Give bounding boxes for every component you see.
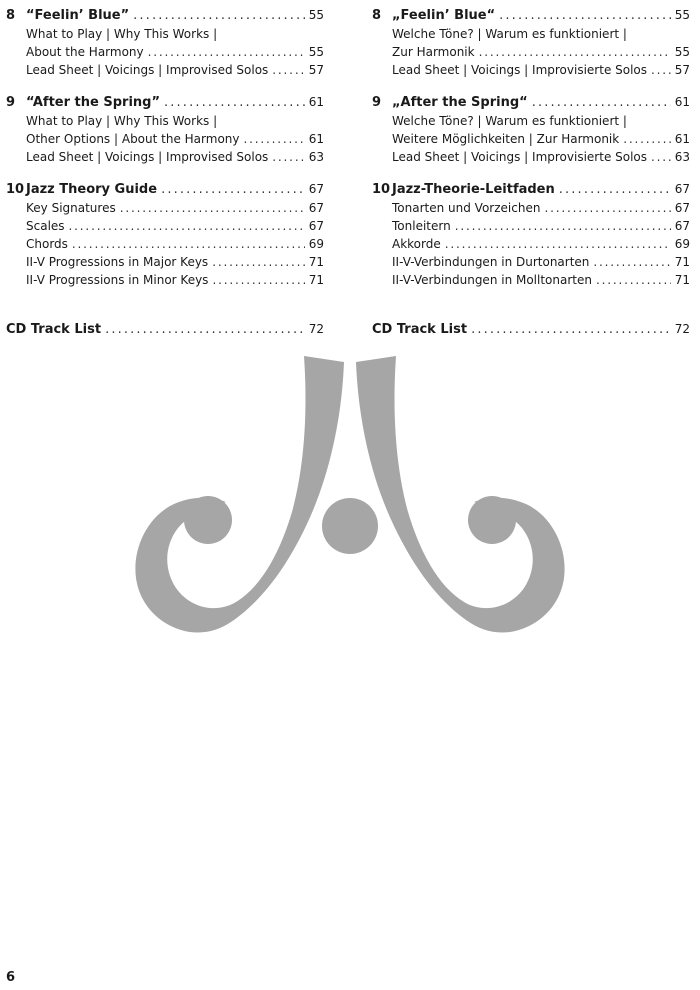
page-ref: 57 xyxy=(674,63,690,77)
dot-leader xyxy=(651,61,671,79)
toc-column-english xyxy=(6,0,324,303)
toc-entry[interactable] xyxy=(372,61,690,79)
toc-entry[interactable] xyxy=(372,217,690,235)
toc-section-8 xyxy=(372,6,690,79)
section-number: 10 xyxy=(6,182,25,197)
toc-entry[interactable] xyxy=(372,130,690,148)
entry-label: Lead Sheet | Voicings | Improvisierte Solos xyxy=(392,63,648,77)
page-ref: 61 xyxy=(308,95,324,109)
entry-label: Other Options | About the Harmony xyxy=(26,132,240,146)
dot-leader xyxy=(499,7,671,25)
section-number: 8 xyxy=(372,8,382,23)
page-ref: 63 xyxy=(674,150,690,164)
page-ref: 71 xyxy=(308,255,324,269)
entry-label: Tonarten und Vorzeichen xyxy=(392,201,541,215)
page-ref: 63 xyxy=(308,150,324,164)
cd-track-list-english xyxy=(6,320,324,339)
toc-entry[interactable] xyxy=(372,148,690,166)
page-ref: 57 xyxy=(308,63,324,77)
dot-leader xyxy=(651,148,671,166)
toc-section-10 xyxy=(6,180,324,289)
page-ref: 67 xyxy=(674,182,690,196)
dot-leader xyxy=(445,235,671,253)
dot-leader xyxy=(455,217,671,235)
section-title: „Feelin’ Blue“ xyxy=(392,8,496,23)
dot-leader xyxy=(105,321,305,339)
dot-leader xyxy=(164,94,305,112)
toc-entry[interactable] xyxy=(6,253,324,271)
section-title: “After the Spring” xyxy=(26,95,161,110)
entry-label: Zur Harmonik xyxy=(392,45,475,59)
decorative-scroll-ornament-icon xyxy=(130,356,570,636)
section-title: Jazz Theory Guide xyxy=(26,182,158,197)
toc-entry[interactable] xyxy=(372,25,690,43)
page-ref: 55 xyxy=(674,8,690,22)
page-ref: 67 xyxy=(308,201,324,215)
toc-section-heading[interactable] xyxy=(372,6,690,25)
toc-section-heading[interactable] xyxy=(6,180,324,199)
page-ref: 69 xyxy=(308,237,324,251)
dot-leader xyxy=(544,199,670,217)
entry-label: Chords xyxy=(26,237,68,251)
page-ref: 71 xyxy=(674,255,690,269)
toc-cd-track-list[interactable] xyxy=(372,320,690,339)
toc-entry[interactable] xyxy=(372,235,690,253)
toc-entry[interactable] xyxy=(372,112,690,130)
dot-leader xyxy=(532,94,671,112)
entry-label: II-V Progressions in Major Keys xyxy=(26,255,209,269)
dot-leader xyxy=(133,7,305,25)
entry-label: Welche Töne? | Warum es funktioniert | xyxy=(392,114,627,128)
entry-label: II-V-Verbindungen in Durtonarten xyxy=(392,255,590,269)
entry-label: Key Signatures xyxy=(26,201,116,215)
toc-entry[interactable] xyxy=(6,148,324,166)
dot-leader xyxy=(244,130,305,148)
entry-label: Welche Töne? | Warum es funktioniert | xyxy=(392,27,627,41)
toc-entry[interactable] xyxy=(6,61,324,79)
page-ref: 55 xyxy=(308,8,324,22)
toc-entry[interactable] xyxy=(372,43,690,61)
page-ref: 72 xyxy=(308,322,324,336)
dot-leader xyxy=(72,235,305,253)
page-ref: 67 xyxy=(308,182,324,196)
toc-entry[interactable] xyxy=(6,271,324,289)
toc-section-9 xyxy=(372,93,690,166)
section-number: 8 xyxy=(6,8,16,23)
entry-label: What to Play | Why This Works | xyxy=(26,114,218,128)
page-number: 6 xyxy=(6,970,16,985)
entry-label: Akkorde xyxy=(392,237,441,251)
section-number: 10 xyxy=(372,182,391,197)
entry-label: Scales xyxy=(26,219,65,233)
section-number: 9 xyxy=(372,95,382,110)
dot-leader xyxy=(623,130,671,148)
page-ref: 67 xyxy=(674,201,690,215)
cd-track-list-german xyxy=(372,320,690,339)
toc-entry[interactable] xyxy=(6,217,324,235)
toc-section-heading[interactable] xyxy=(372,93,690,112)
section-title: “Feelin’ Blue” xyxy=(26,8,130,23)
section-title: Jazz-Theorie-Leitfaden xyxy=(392,182,555,197)
page-ref: 67 xyxy=(674,219,690,233)
toc-section-8 xyxy=(6,6,324,79)
page-ref: 69 xyxy=(674,237,690,251)
toc-section-9 xyxy=(6,93,324,166)
toc-section-10 xyxy=(372,180,690,289)
dot-leader xyxy=(212,253,305,271)
toc-entry[interactable] xyxy=(6,235,324,253)
entry-label: Weitere Möglichkeiten | Zur Harmonik xyxy=(392,132,620,146)
dot-leader xyxy=(212,271,304,289)
dot-leader xyxy=(148,43,305,61)
toc-entry[interactable] xyxy=(372,271,690,289)
dot-leader xyxy=(120,199,305,217)
toc-section-heading[interactable] xyxy=(6,6,324,25)
toc-entry[interactable] xyxy=(372,253,690,271)
entry-label: Lead Sheet | Voicings | Improvised Solos xyxy=(26,63,269,77)
page-ref: 61 xyxy=(308,132,324,146)
page-ref: 61 xyxy=(674,132,690,146)
cd-track-list-label: CD Track List xyxy=(372,322,468,337)
toc-section-heading[interactable] xyxy=(6,93,324,112)
toc-entry[interactable] xyxy=(6,25,324,43)
page-ref: 72 xyxy=(674,322,690,336)
page-ref: 55 xyxy=(674,45,690,59)
entry-label: Lead Sheet | Voicings | Improvised Solos xyxy=(26,150,269,164)
page-ref: 67 xyxy=(308,219,324,233)
entry-label: II-V-Verbindungen in Molltonarten xyxy=(392,273,592,287)
toc-entry[interactable] xyxy=(6,199,324,217)
toc-column-german xyxy=(372,0,690,303)
toc-entry[interactable] xyxy=(6,43,324,61)
entry-label: II-V Progressions in Minor Keys xyxy=(26,273,209,287)
page-ref: 55 xyxy=(308,45,324,59)
page-ref: 61 xyxy=(674,95,690,109)
page-ref: 71 xyxy=(308,273,324,287)
dot-leader xyxy=(69,217,305,235)
dot-leader xyxy=(479,43,671,61)
entry-label: Lead Sheet | Voicings | Improvisierte Solos xyxy=(392,150,648,164)
toc-entry[interactable] xyxy=(6,130,324,148)
dot-leader xyxy=(471,321,671,339)
toc-section-heading[interactable] xyxy=(372,180,690,199)
entry-label: What to Play | Why This Works | xyxy=(26,27,218,41)
toc-entry[interactable] xyxy=(6,112,324,130)
toc-entry[interactable] xyxy=(372,199,690,217)
dot-leader xyxy=(593,253,670,271)
toc-cd-track-list[interactable] xyxy=(6,320,324,339)
dot-leader xyxy=(559,181,671,199)
dot-leader xyxy=(161,181,305,199)
entry-label: About the Harmony xyxy=(26,45,144,59)
section-number: 9 xyxy=(6,95,16,110)
cd-track-list-label: CD Track List xyxy=(6,322,102,337)
entry-label: Tonleitern xyxy=(392,219,451,233)
section-title: „After the Spring“ xyxy=(392,95,528,110)
dot-leader xyxy=(272,61,304,79)
dot-leader xyxy=(596,271,671,289)
page-ref: 71 xyxy=(674,273,690,287)
dot-leader xyxy=(272,148,304,166)
